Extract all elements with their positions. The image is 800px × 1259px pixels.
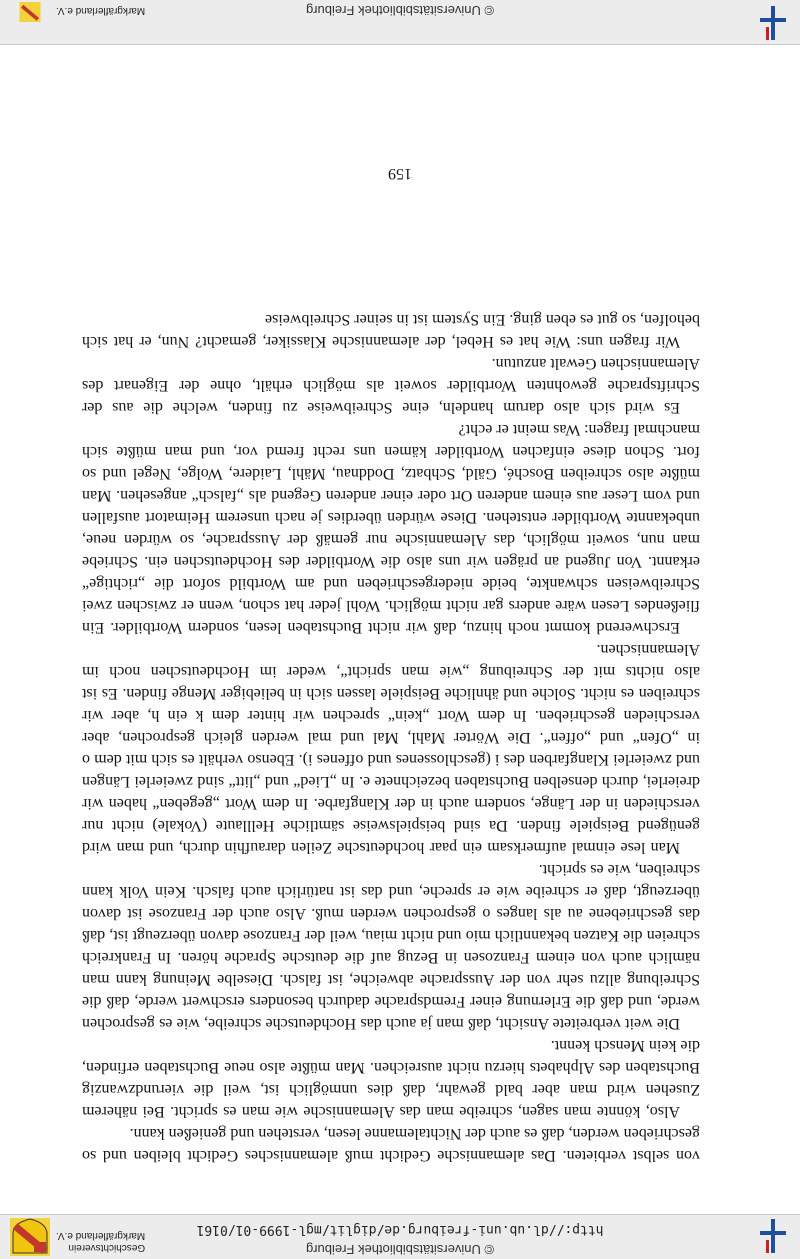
paragraph: Es wird sich also darum handeln, eine Schreibweise zu finden, welche die aus der Schriftsprache gewohnten Wortbilder soweit als möglich erhält, ohne der Eigenart des Alemannischen Gewalt anzutun. [82,355,700,416]
paragraph: von selbst verbieten. Das alemannische Gedicht muß alemannisches Gedicht bleiben und so geschrieben werden, daß es auch der Nichtalemanne lesen, verstehen und genießen kann. [82,1125,700,1164]
footer-society-name: Markgräflerland e.V. [56,5,146,16]
scanned-book-page [0,45,800,1214]
paragraph: Man lese einmal aufmerksam ein paar hochdeutsche Zeilen daraufhin durch, und man wird genügend Beispiele finden. Da sind beispielsweise sämtliche Helllaute (Vokale) nicht nur verschieden in der Länge, sondern auch in der Klangfarbe. In dem Wort „gegeben“ haben wir dreierlei, durch denselben Buchstaben bezeichnete e. In „Lied“ und „litt“ sind zweierlei Längen und zweierlei Klangfarben des i (geschlossenes und offenes i). Ebenso verhält es sich mit dem o in „Ofen“ und „offen“. Die Wörter Mahl, Mal und mal werden gleich gesprochen, aber verschieden geschrieben. In dem Wort „kein“ sprechen wir hinter dem k ein h, aber wir schreiben es nicht. Solche und ähnliche Beispiele lassen sich in beliebiger Menge finden. Es ist also nichts mit der Schreibung „wie man spricht“, weder im Hochdeutschen noch im Alemannischen. [82,641,700,856]
header-bar [0,1214,800,1259]
history-society-name [56,1229,145,1253]
footer-copyright: © Universitätsbibliothek Freiburg [305,3,495,18]
paragraph: Wir fragen uns: Wie hat es Hebel, der alemannische Klassiker, gemacht? Nun, er hat sich beholfen, so gut es eben ging. Ein System ist in seiner Schreibweise [82,311,700,350]
paragraph: Also, könnte man sagen, schreibe man das Alemannische wie man es spricht. Bei näherem Zusehen wird man aber bald gewahr, daß dies unmöglich ist, weil die vierundzwanzig Buchstaben des Alphabets hierzu nicht ausreichen. Man müßte also neue Buchstaben erfinden, die kein Mensch kennt. [82,1037,700,1120]
coat-of-arms-icon [10,2,50,22]
paragraph: Die weit verbreitete Ansicht, daß man ja auch das Hochdeutsche schreibe, wie es gesprochen werde, und daß die Erlernung einer Fremdsprache dadurch besonders erschwert werde, daß die Schreibung allzu sehr von der Aussprache abweiche, ist falsch. Dieselbe Meinung kann man nämlich auch von einem Franzosen in Bezug auf die deutsche Sprache hören. In Frankreich schreien die Katzen bekanntlich mio und nicht miau, weil der Franzose davon überzeugt ist, daß das geschriebene au als langes o gesprochen werden muß. Also auch der Franzose ist davon überzeugt, daß er schreibe wie er spreche, und das ist natürlich auch falsch. Kein Volk kann schreiben, wie es spricht. [82,861,700,1032]
footer-bar [0,0,800,45]
page-number: 159 [388,165,412,182]
paragraph: Erschwerend kommt noch hinzu, daß wir nicht Buchstaben lesen, sondern Wortbilder. Ein fließendes Lesen wäre anders gar nicht möglich. Wohl jeder hat schon, wenn er zwischen zwei Schreibweisen schwankte, beide niedergeschrieben und am Wortbild sofort die „richtige“ erkannt. Von Jugend an prägen wir uns also die Wortbilder des Hochdeutschen ein. Schriebe man nun, soweit möglich, das Alemannische nur gemäß der Aussprache, so würden neue, unbekannte Wortbilder entstehen. Diese würden überdies je nach unserem Heimatort ausfallen und vom Leser aus einem anderen Ort oder einer anderen Gegend als „falsch“ angesehen. Man müßte also schreiben Bosché, Gäld, Schbatz, Doddnau, Mähl, Laidere, Wolge, Negel und so fort. Schon diese einfachen Wortbilder kämen uns recht fremd vor, und man müßte sich manchmal fragen: Was meint er echt? [82,421,700,636]
page-text [82,308,700,1166]
coat-of-arms-icon [10,1218,50,1256]
history-society-name-line-1: Geschichtsverein [68,1242,146,1253]
permalink-url[interactable]: http://dl.ub.uni-freiburg.de/diglit/mgl-1999-01/0161 [196,1222,604,1237]
history-society-name-line-2: Markgräflerland e.V. [56,1230,146,1241]
header-copyright: © Universitätsbibliothek Freiburg [305,1242,495,1257]
